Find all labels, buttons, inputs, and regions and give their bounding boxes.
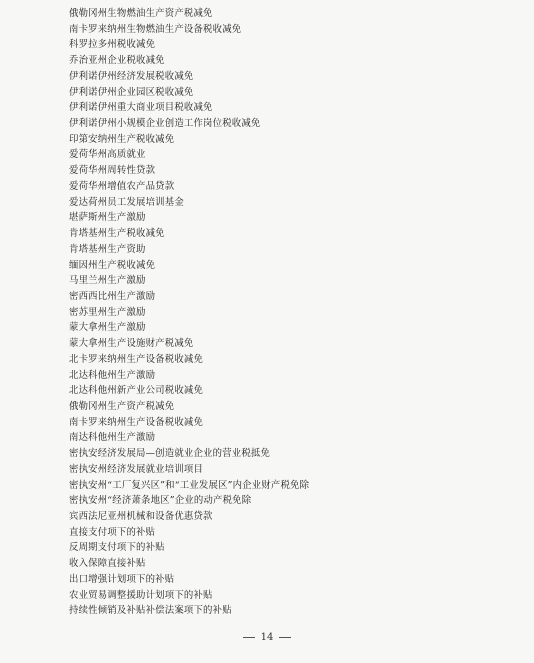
list-item: 南卡罗来纳州生物燃油生产设备税收减免 (69, 23, 242, 35)
subsidy-program-list (69, 6, 309, 619)
list-item: 印第安纳州生产税收减免 (69, 133, 175, 145)
list-item: 伊利诺伊州经济发展税收减免 (69, 70, 194, 82)
footer-dash-left (243, 637, 255, 638)
list-item: 伊利诺伊州小规模企业创造工作岗位税收减免 (69, 118, 261, 130)
list-item: 北达科他州新产业公司税收减免 (69, 385, 204, 397)
list-item: 密执安州“经济萧条地区”企业的动产税免除 (69, 495, 252, 507)
list-item: 南卡罗来纳州生产设备税收减免 (69, 416, 204, 428)
list-item: 北达科他州生产激励 (69, 369, 156, 381)
list-item: 爱荷华州周转性贷款 (69, 165, 156, 177)
list-item: 出口增强计划项下的补贴 (69, 573, 175, 585)
list-item: 伊利诺伊州企业园区税收减免 (69, 86, 194, 98)
list-item: 堪萨斯州生产激励 (69, 212, 146, 224)
list-item: 农业贸易调整援助计划项下的补贴 (69, 589, 213, 601)
list-item: 南达科他州生产激励 (69, 432, 156, 444)
list-item: 密西西比州生产激励 (69, 290, 156, 302)
list-item: 蒙大拿州生产设施财产税减免 (69, 338, 194, 350)
list-item: 缅因州生产税收减免 (69, 259, 156, 271)
list-item: 反周期支付项下的补贴 (69, 542, 165, 554)
page-number: 14 (260, 632, 274, 643)
list-item: 乔治亚州企业税收减免 (69, 55, 165, 67)
list-item: 科罗拉多州税收减免 (69, 39, 156, 51)
list-item: 收入保障直接补贴 (69, 558, 146, 570)
list-item: 密执安州经济发展就业培训项目 (69, 463, 204, 475)
list-item: 爱达荷州员工发展培训基金 (69, 196, 184, 208)
list-item: 马里兰州生产激励 (69, 275, 146, 287)
footer-dash-right (279, 637, 291, 638)
list-item: 肯塔基州生产资助 (69, 243, 146, 255)
list-item: 爱荷华州增值农产品贷款 (69, 180, 175, 192)
list-item: 直接支付项下的补贴 (69, 526, 156, 538)
list-item: 蒙大拿州生产激励 (69, 322, 146, 334)
list-item: 爱荷华州高质就业 (69, 149, 146, 161)
list-item: 持续性倾销及补贴补偿法案项下的补贴 (69, 605, 232, 617)
list-item: 俄勒冈州生物燃油生产资产税减免 (69, 8, 213, 19)
list-item: 俄勒冈州生产资产税减免 (69, 400, 175, 412)
list-item: 伊利诺伊州重大商业项目税收减免 (69, 102, 213, 114)
list-item: 密执安州“工厂复兴区”和“工业发展区”内企业财产税免除 (69, 479, 310, 491)
list-item: 密执安经济发展局—创造就业企业的营业税抵免 (69, 448, 271, 460)
list-item: 密苏里州生产激励 (69, 306, 146, 318)
list-item: 北卡罗来纳州生产设备税收减免 (69, 353, 204, 365)
list-item: 宾西法尼亚州机械和设备优惠贷款 (69, 511, 213, 522)
page-footer (0, 632, 534, 643)
list-item: 肯塔基州生产税收减免 (69, 228, 165, 240)
